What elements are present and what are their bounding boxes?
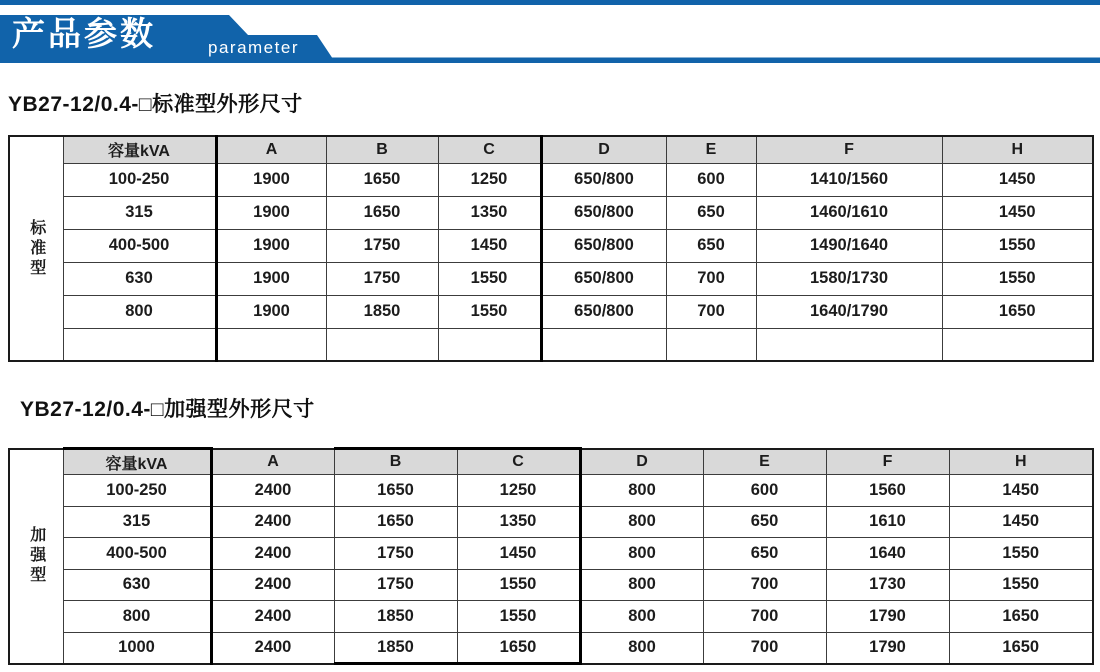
cell: 650 [703,538,826,570]
banner-ribbon-shape [0,0,1100,64]
cell: 1350 [457,506,580,538]
table-row [9,569,1093,601]
cell: 2400 [211,475,334,507]
cell [326,328,438,361]
column-header-f: F [826,449,949,475]
cell: 800 [580,601,703,633]
cell: 1650 [949,601,1093,633]
cell: 1550 [949,538,1093,570]
cell: 700 [666,262,756,295]
table-row [9,295,1093,328]
spec-table-reinforced [8,447,1094,665]
cell: 630 [63,569,211,601]
cell: 800 [63,601,211,633]
cell: 1650 [334,506,457,538]
cell: 1450 [438,229,541,262]
cell: 1550 [457,601,580,633]
cell: 1750 [334,538,457,570]
cell: 2400 [211,506,334,538]
side-label-standard: 标准型 [9,136,63,361]
cell: 1900 [216,196,326,229]
column-header-a: A [216,136,326,163]
column-header-b: B [334,449,457,475]
cell: 1490/1640 [756,229,942,262]
cell: 800 [63,295,216,328]
page-header-banner [0,0,1100,64]
cell: 1900 [216,262,326,295]
table-row [9,262,1093,295]
cell: 1550 [942,229,1093,262]
cell: 1730 [826,569,949,601]
cell: 1450 [457,538,580,570]
column-header-e: E [703,449,826,475]
cell: 650 [666,229,756,262]
column-header-d: D [580,449,703,475]
table-row [9,538,1093,570]
cell: 1640 [826,538,949,570]
cell [666,328,756,361]
table-header-row [9,136,1093,163]
cell: 1580/1730 [756,262,942,295]
cell [541,328,666,361]
cell: 1650 [326,196,438,229]
cell [63,328,216,361]
cell: 650/800 [541,196,666,229]
cell: 1850 [334,632,457,664]
cell [216,328,326,361]
cell: 315 [63,196,216,229]
column-header-e: E [666,136,756,163]
table-row [9,506,1093,538]
cell: 1550 [438,295,541,328]
cell: 1900 [216,295,326,328]
cell [756,328,942,361]
cell: 800 [580,538,703,570]
cell: 1650 [457,632,580,664]
cell: 700 [703,632,826,664]
cell: 1550 [457,569,580,601]
cell: 2400 [211,632,334,664]
cell: 1610 [826,506,949,538]
cell: 650/800 [541,295,666,328]
column-header-d: D [541,136,666,163]
cell: 650 [666,196,756,229]
cell: 1450 [942,163,1093,196]
cell: 1550 [949,569,1093,601]
spec-table-standard [8,135,1094,362]
cell: 700 [703,569,826,601]
column-header-b: B [326,136,438,163]
cell: 1410/1560 [756,163,942,196]
cell: 1650 [334,475,457,507]
cell: 1650 [942,295,1093,328]
cell: 1650 [326,163,438,196]
cell [942,328,1093,361]
cell: 800 [580,475,703,507]
cell: 1790 [826,632,949,664]
cell: 700 [666,295,756,328]
cell: 1550 [438,262,541,295]
column-header-c: C [457,449,580,475]
table-row [9,163,1093,196]
page-title: 产品参数 [12,15,156,52]
cell: 650/800 [541,229,666,262]
column-header-capacity: 容量kVA [63,136,216,163]
cell: 1450 [942,196,1093,229]
column-header-a: A [211,449,334,475]
cell: 1650 [949,632,1093,664]
cell: 1750 [326,229,438,262]
table-row [9,632,1093,664]
cell [438,328,541,361]
cell: 1750 [334,569,457,601]
cell: 1850 [334,601,457,633]
cell: 1750 [326,262,438,295]
column-header-f: F [756,136,942,163]
cell: 600 [666,163,756,196]
column-header-capacity: 容量kVA [63,449,211,475]
side-label-reinforced: 加强型 [9,449,63,664]
standard-type-section [8,88,1092,362]
table-row [9,475,1093,507]
table-row [9,196,1093,229]
cell: 1790 [826,601,949,633]
cell: 100-250 [63,163,216,196]
cell: 650/800 [541,262,666,295]
cell: 1560 [826,475,949,507]
cell: 600 [703,475,826,507]
cell: 1350 [438,196,541,229]
cell: 1000 [63,632,211,664]
cell: 1640/1790 [756,295,942,328]
cell: 650 [703,506,826,538]
reinforced-type-section [8,393,1092,665]
table-row [9,601,1093,633]
table-row [9,328,1093,361]
cell: 700 [703,601,826,633]
cell: 100-250 [63,475,211,507]
cell: 800 [580,506,703,538]
cell: 400-500 [63,229,216,262]
cell: 1850 [326,295,438,328]
cell: 1550 [942,262,1093,295]
cell: 2400 [211,569,334,601]
cell: 1900 [216,163,326,196]
cell: 800 [580,632,703,664]
cell: 315 [63,506,211,538]
cell: 1250 [438,163,541,196]
page-subtitle: parameter [208,38,299,57]
column-header-h: H [942,136,1093,163]
cell: 1900 [216,229,326,262]
cell: 630 [63,262,216,295]
column-header-h: H [949,449,1093,475]
column-header-c: C [438,136,541,163]
cell: 1460/1610 [756,196,942,229]
cell: 650/800 [541,163,666,196]
table-header-row [9,449,1093,475]
cell: 1450 [949,506,1093,538]
cell: 1450 [949,475,1093,507]
cell: 2400 [211,601,334,633]
cell: 1250 [457,475,580,507]
cell: 2400 [211,538,334,570]
table-row [9,229,1093,262]
cell: 400-500 [63,538,211,570]
section-title-reinforced: YB27-12/0.4-□加强型外形尺寸 [14,393,1092,423]
cell: 800 [580,569,703,601]
section-title-standard: YB27-12/0.4-□标准型外形尺寸 [8,93,303,116]
